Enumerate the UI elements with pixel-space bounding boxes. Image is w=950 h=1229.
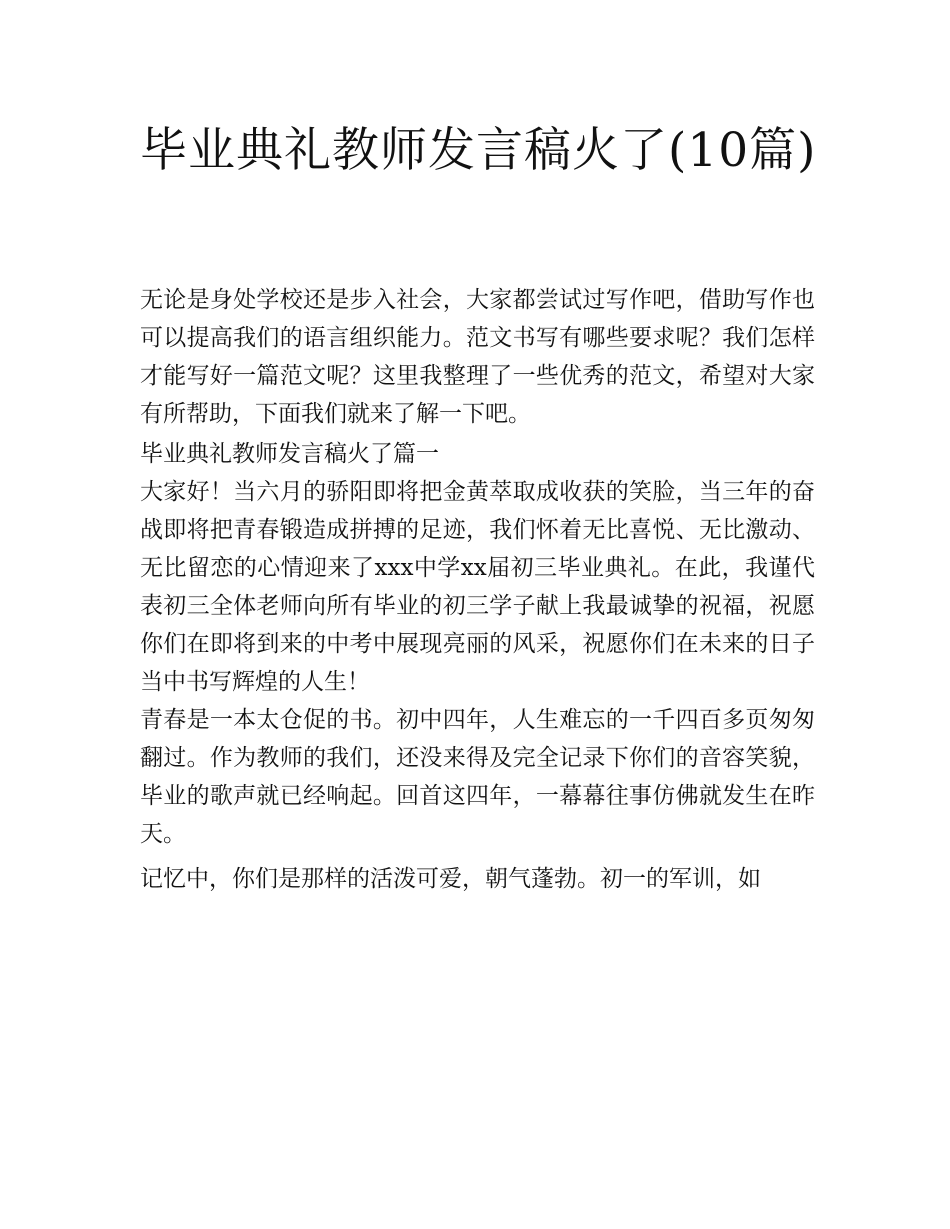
document-title: 毕业典礼教师发言稿火了(10篇) bbox=[140, 123, 817, 178]
body-paragraph: 大家好！当六月的骄阳即将把金黄萃取成收获的笑脸，当三年的奋战即将把青春锻造成拼搏的足迹，我们怀着无比喜悦、无比激动、无比留恋的心情迎来了xxx中学xx届初三毕业典礼。在此，我谨代表初三全体老师向所有毕业的初三学子献上我最诚挚的祝福，祝愿你们在即将到来的中考中展现亮丽的风采，祝愿你们在未来的日子当中书写辉煌的人生！ bbox=[140, 479, 815, 695]
body-paragraph: 记忆中，你们是那样的活泼可爱，朝气蓬勃。初一的军训，如 bbox=[140, 866, 761, 892]
intro-paragraph: 无论是身处学校还是步入社会，大家都尝试过写作吧，借助写作也可以提高我们的语言组织能力。范文书写有哪些要求呢？我们怎样才能写好一篇范文呢？这里我整理了一些优秀的范文，希望对大家有所帮助，下面我们就来了解一下吧。 bbox=[140, 287, 815, 427]
section-heading: 毕业典礼教师发言稿火了篇一 bbox=[140, 441, 439, 467]
body-paragraph: 青春是一本太仓促的书。初中四年，人生难忘的一千四百多页匆匆翻过。作为教师的我们，还没来得及完全记录下你们的音容笑貌，毕业的歌声就已经响起。回首这四年，一幕幕往事仿佛就发生在昨天。 bbox=[140, 707, 815, 847]
document-body bbox=[140, 281, 815, 898]
